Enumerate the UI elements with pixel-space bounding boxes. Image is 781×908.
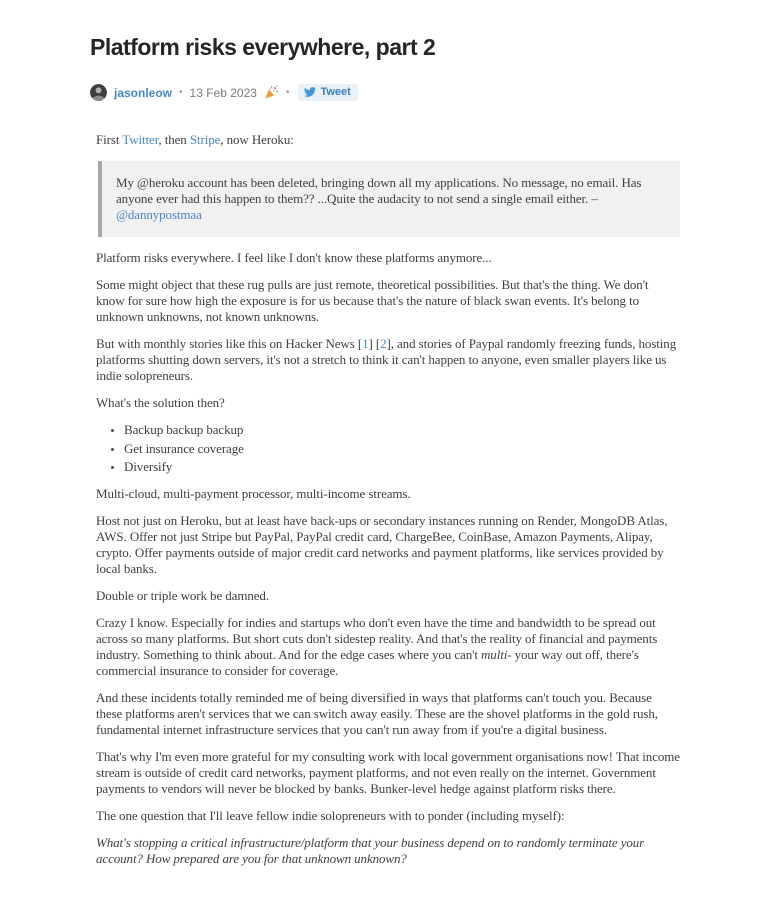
paragraph [96, 615, 680, 679]
text-run: My @heroku account has been deleted, bringing down all my applications. No message, no email. Has anyone ever had this happen to them?? ...Quite the audacity to not send a single email either. – [116, 175, 642, 206]
text-run: First [96, 132, 123, 147]
text-run: And these incidents totally reminded me of being diversified in ways that platforms can't touch you. Because these platforms aren't services that we can switch away easily. These are the shovel platforms in the gold rush, fundamental internet infrastructure services that you can't run away from if you're a digital business. [96, 690, 658, 737]
paragraph [96, 808, 680, 824]
avatar-photo [90, 84, 107, 101]
paragraph [96, 250, 680, 266]
text-run: But with monthly stories like this on Hacker News [ [96, 336, 363, 351]
paragraph [96, 835, 680, 867]
text-run: Multi-cloud, multi-payment processor, multi-income streams. [96, 486, 411, 501]
text-run: What's stopping a critical infrastructure/platform that your business depend on to randomly terminate your account? How prepared are you for that unknown unknown? [96, 835, 645, 866]
text-run: ] [ [368, 336, 381, 351]
text-run: Double or triple work be damned. [96, 588, 269, 603]
inline-link[interactable]: Stripe [189, 132, 221, 147]
bullet-list [96, 422, 680, 475]
paragraph [96, 277, 680, 325]
article-body [96, 132, 680, 867]
paragraph [96, 336, 680, 384]
text-run: , then [158, 132, 190, 147]
paragraph [96, 690, 680, 738]
inline-link[interactable]: 1 [362, 336, 369, 351]
paragraph [96, 486, 680, 502]
text-run: The one question that I'll leave fellow indie solopreneurs with to ponder (including myself): [96, 808, 565, 823]
tweet-button[interactable] [298, 84, 357, 101]
emphasis-text: multi- [481, 647, 512, 662]
twitter-bird-icon [304, 86, 316, 98]
paragraph [96, 132, 680, 148]
paragraph [96, 513, 680, 577]
inline-link[interactable]: Twitter [122, 132, 159, 147]
text-run: Host not just on Heroku, but at least have back-ups or secondary instances running on Render, MongoDB Atlas, AWS. Offer not just Stripe but PayPal, PayPal credit card, ChargeBee, CoinBase, Amazon Payments, Alipay, crypto. Offer payments outside of major credit card networks and payment platforms, like services provided by local banks. [96, 513, 668, 576]
blockquote [98, 161, 680, 237]
text-run: Platform risks everywhere. I feel like I don't know these platforms anymore... [96, 250, 492, 265]
text-run: Some might object that these rug pulls are just remote, theoretical possibilities. But that's the thing. We don't know for sure how high the exposure is for us because that's the nature of black swan events. It's belong to unknown unknowns, not known unknowns. [96, 277, 649, 324]
author-link[interactable]: jasonleow [114, 85, 173, 100]
text-run: That's why I'm even more grateful for my consulting work with local government organisations now! That income stream is outside of credit card networks, payment platforms, and not even really on the internet. Government payments to vendors will never be blocked by banks. Bunker-level hedge against platform risks there. [96, 749, 680, 796]
text-run: your way out off, there's commercial insurance to consider for coverage. [96, 647, 639, 678]
list-item: • Backup backup backup [124, 422, 680, 438]
separator-dot: • [285, 87, 290, 98]
text-run: What's the solution then? [96, 395, 225, 410]
inline-link[interactable]: 2 [380, 336, 387, 351]
list-item: • Get insurance coverage [124, 441, 680, 457]
paragraph [96, 588, 680, 604]
byline [90, 84, 692, 101]
party-popper-icon [264, 85, 279, 100]
list-item: • Diversify [124, 459, 680, 475]
tweet-button-label: Tweet [320, 86, 351, 98]
avatar[interactable] [90, 84, 107, 101]
text-run: , now Heroku: [220, 132, 294, 147]
page-title: Platform risks everywhere, part 2 [90, 34, 436, 60]
paragraph [96, 749, 680, 797]
paragraph [96, 395, 680, 411]
text-run: ], and stories of Paypal randomly freezing funds, hosting platforms shutting down servers, it's not a stretch to think it can't happen to anyone, even smaller players like us indie solopreneurs. [96, 336, 677, 383]
separator-dot: • [179, 87, 183, 98]
inline-link[interactable]: @dannypostmaa [116, 207, 202, 222]
text-run: Crazy I know. Especially for indies and startups who don't even have the time and bandwidth to be spread out across so many platforms. But short cuts don't sidestep reality. And that's the reality of financial and payments industry. Something to think about. And for the edge cases where you can't [96, 615, 658, 662]
post-date: 13 Feb 2023 [189, 85, 257, 100]
